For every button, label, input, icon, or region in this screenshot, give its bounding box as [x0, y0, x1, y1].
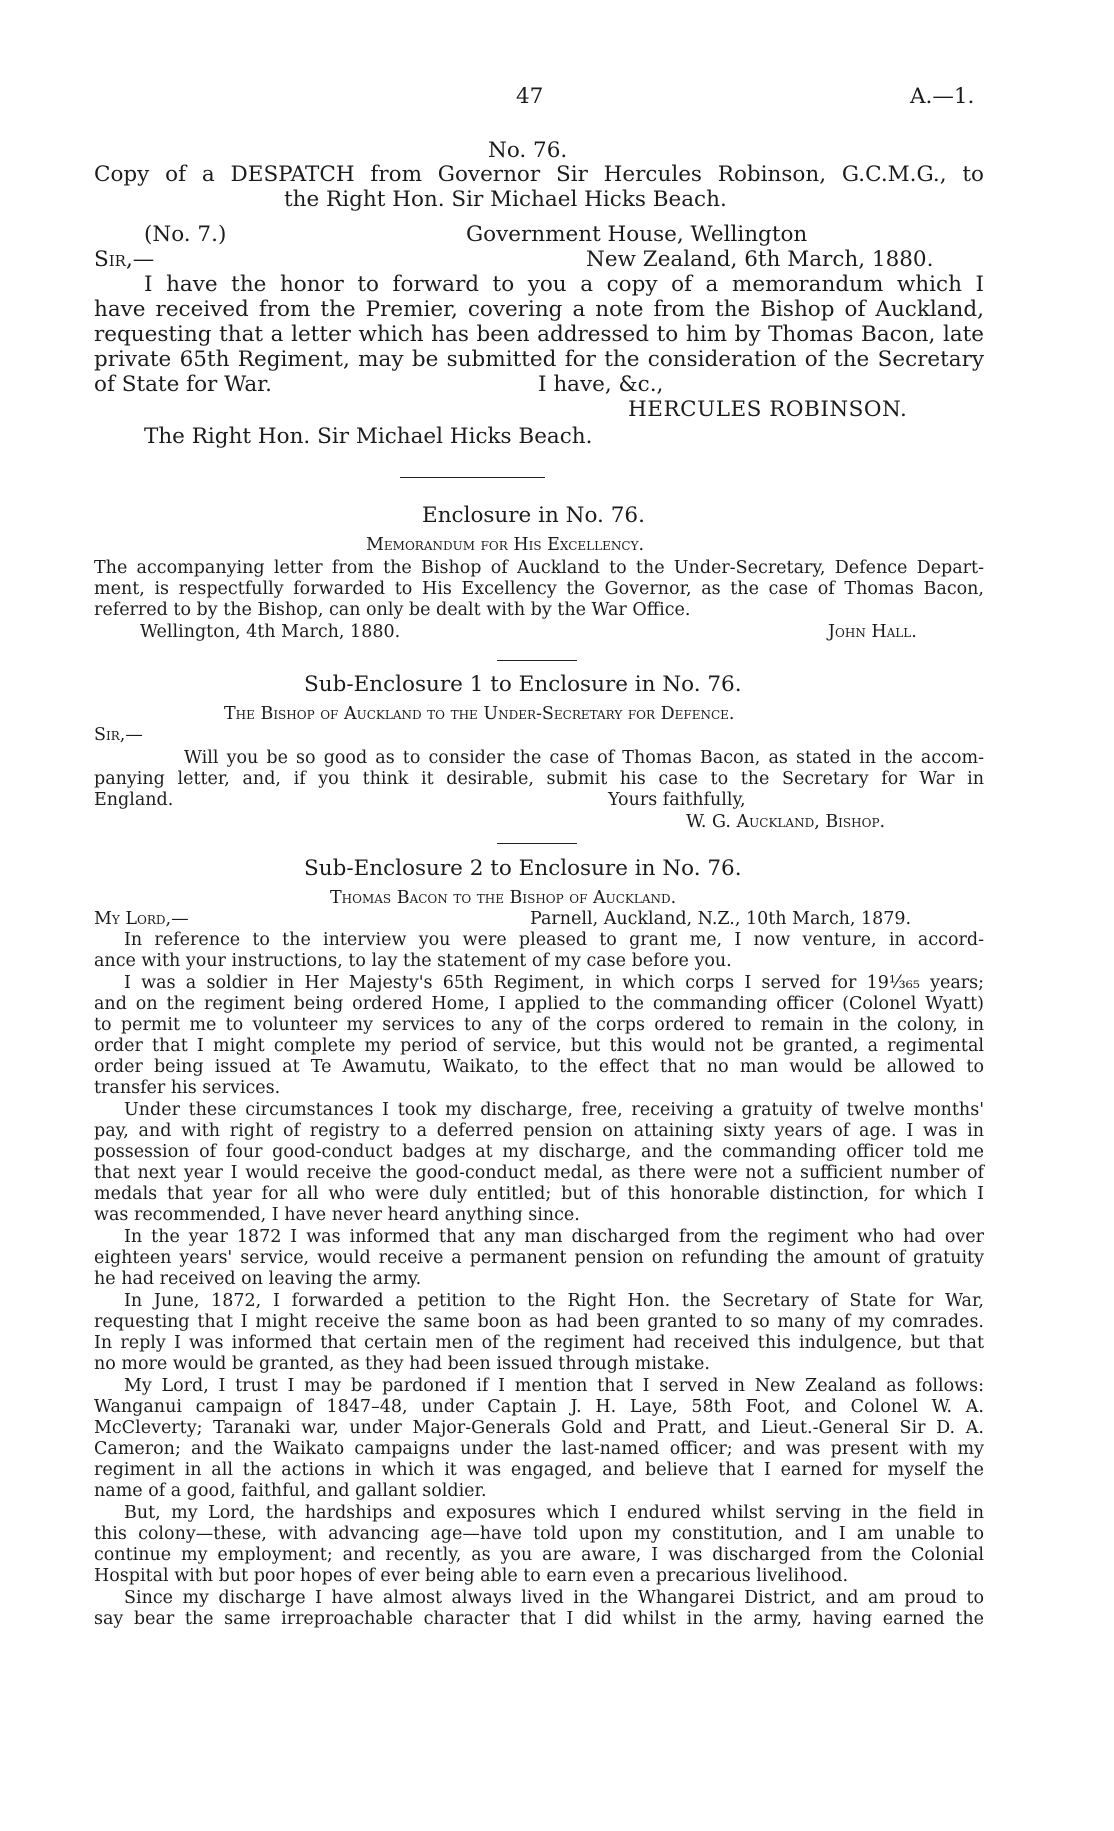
sub2-paragraph-line: this colony—these, with advancing age—have told upon my constitution, and I am unable to	[94, 1524, 984, 1544]
sub2-paragraph-line: Since my discharge I have almost always lived in the Whangarei District, and am proud to	[124, 1588, 984, 1608]
despatch-body-line: I have the honor to forward to you a copy of a memorandum which I	[144, 272, 984, 297]
sub2-paragraph-line: pay, and with right of registry to a deferred pension on attaining sixty years of age. I was in	[94, 1121, 984, 1141]
sub1-signature: W. G. Auckland, Bishop.	[686, 812, 886, 832]
sub2-paragraph-line: My Lord, I trust I may be pardoned if I mention that I served in New Zealand as follows:	[124, 1376, 984, 1396]
enclosure-line: The accompanying letter from the Bishop of Auckland to the Under-Secretary, Defence Depart-	[94, 558, 984, 578]
sub2-paragraph-line: to permit me to volunteer my services to any of the corps ordered to remain in the colony, in	[94, 1015, 984, 1035]
sub2-paragraph-line: medals that year for all who were duly entitled; but of this honorable distinction, for which I	[94, 1184, 984, 1204]
sub2-paragraph-line: possession of four good-conduct badges at my discharge, and the commanding officer told me	[94, 1142, 984, 1162]
sub1-subheading: The Bishop of Auckland to the Under-Secretary for Defence.	[224, 704, 735, 724]
sub2-paragraph-line: McCleverty; Taranaki war, under Major-Generals Gold and Pratt, and Lieut.-General Sir D. A.	[94, 1418, 984, 1438]
sub2-paragraph-line: order that I might complete my period of service, but this would not be granted, a regimental	[94, 1036, 984, 1056]
document-code: A.—1.	[910, 84, 975, 109]
despatch-title-line1: Copy of a DESPATCH from Governor Sir Hercules Robinson, G.C.M.G., to	[94, 162, 984, 187]
sub2-paragraph-line: no more would be granted, as they had been issued through mistake.	[94, 1354, 710, 1374]
sub2-paragraph-line: In reply I was informed that certain men of the regiment had received this indulgence, but that	[94, 1333, 984, 1353]
sub2-paragraph-line: say bear the same irreproachable character that I did whilst in the army, having earned the	[94, 1609, 984, 1629]
sub1-line: panying letter, and, if you think it desirable, submit his case to the Secretary for War in	[94, 769, 984, 789]
sub2-paragraph-line: name of a good, faithful, and gallant soldier.	[94, 1481, 487, 1501]
enclosure-heading: Enclosure in No. 76.	[422, 503, 645, 528]
sub2-paragraph-line: order being issued at Te Awamutu, Waikato, to the effect that no man would be allowed to	[94, 1057, 984, 1077]
sub2-subheading: Thomas Bacon to the Bishop of Auckland.	[330, 888, 677, 908]
sub2-paragraph-line: Cameron; and the Waikato campaigns under the last-named officer; and was present with my	[94, 1439, 984, 1459]
sub2-paragraph-line: In June, 1872, I forwarded a petition to the Right Hon. the Secretary of State for War,	[124, 1291, 984, 1311]
sub1-closing: Yours faithfully,	[608, 790, 746, 810]
enclosure-line: ment, is respectfully forwarded to His Excellency the Governor, as the case of Thomas Bacon,	[94, 579, 984, 599]
section-divider	[497, 843, 577, 844]
despatch-body-line: private 65th Regiment, may be submitted for the consideration of the Secretary	[94, 347, 984, 372]
sub2-paragraph-line: ance with your instructions, to lay the statement of my case before you.	[94, 951, 732, 971]
section-divider	[400, 477, 545, 478]
enclosure-subheading: Memorandum for His Excellency.	[366, 535, 645, 555]
despatch-salutation: Sir,—	[94, 247, 155, 272]
despatch-reference: (No. 7.)	[144, 222, 227, 247]
despatch-number: No. 76.	[488, 138, 568, 163]
enclosure-place-date: Wellington, 4th March, 1880.	[140, 622, 401, 642]
sub2-heading: Sub-Enclosure 2 to Enclosure in No. 76.	[304, 856, 742, 881]
despatch-title-line2: the Right Hon. Sir Michael Hicks Beach.	[284, 187, 727, 212]
page-number: 47	[516, 84, 544, 109]
sub2-paragraph-line: transfer his services.	[94, 1078, 281, 1098]
sub2-salutation: My Lord,—	[94, 909, 189, 929]
sub2-place-date: Parnell, Auckland, N.Z., 10th March, 1879.	[530, 909, 912, 929]
sub2-paragraph-line: regiment in all the actions in which it was engaged, and believe that I earned for myself the	[94, 1460, 984, 1480]
sub1-salutation: Sir,—	[94, 725, 143, 745]
despatch-body-line: have received from the Premier, covering a note from the Bishop of Auckland,	[94, 297, 984, 322]
sub2-paragraph-line: was recommended, I have never heard anything since.	[94, 1205, 580, 1225]
sub2-paragraph-line: I was a soldier in Her Majesty's 65th Regiment, in which corps I served for 19¹⁄₃₆₅ years;	[124, 973, 984, 993]
sub2-paragraph-line: But, my Lord, the hardships and exposures which I endured whilst serving in the field in	[124, 1503, 984, 1523]
despatch-place: Government House, Wellington	[466, 222, 808, 247]
sub2-paragraph-line: Under these circumstances I took my discharge, free, receiving a gratuity of twelve months'	[124, 1100, 984, 1120]
sub2-paragraph-line: eighteen years' service, would receive a permanent pension on refunding the amount of gratuity	[94, 1248, 984, 1268]
sub1-heading: Sub-Enclosure 1 to Enclosure in No. 76.	[304, 672, 742, 697]
section-divider	[497, 660, 577, 661]
despatch-date: New Zealand, 6th March, 1880.	[586, 247, 934, 272]
sub2-paragraph-line: In reference to the interview you were pleased to grant me, I now venture, in accord-	[124, 930, 984, 950]
sub2-paragraph-line: continue my employment; and recently, as you are aware, I was discharged from the Colonial	[94, 1545, 984, 1565]
sub1-line: England.	[94, 790, 174, 810]
sub2-paragraph-line: In the year 1872 I was informed that any man discharged from the regiment who had over	[124, 1227, 984, 1247]
despatch-body-line: requesting that a letter which has been addressed to him by Thomas Bacon, late	[94, 322, 984, 347]
enclosure-signature: John Hall.	[828, 622, 917, 642]
sub2-paragraph-line: requesting that I might receive the same boon as had been granted to so many of my comrades.	[94, 1312, 984, 1332]
sub2-paragraph-line: he had received on leaving the army.	[94, 1269, 422, 1289]
despatch-signature: HERCULES ROBINSON.	[628, 397, 908, 422]
sub2-paragraph-line: that next year I would receive the good-conduct medal, as there were not a sufficient number of	[94, 1163, 984, 1183]
enclosure-line: referred to by the Bishop, can only be dealt with by the War Office.	[94, 600, 691, 620]
despatch-body-line: of State for War.	[94, 372, 272, 397]
despatch-closing: I have, &c.,	[538, 372, 664, 397]
sub1-line: Will you be so good as to consider the case of Thomas Bacon, as stated in the accom-	[184, 748, 984, 768]
sub2-paragraph-line: Wanganui campaign of 1847–48, under Captain J. H. Laye, 58th Foot, and Colonel W. A.	[94, 1397, 984, 1417]
despatch-addressee: The Right Hon. Sir Michael Hicks Beach.	[144, 424, 593, 449]
sub2-paragraph-line: Hospital with but poor hopes of ever being able to earn even a precarious livelihood.	[94, 1566, 849, 1586]
sub2-paragraph-line: and on the regiment being ordered Home, I applied to the commanding officer (Colonel Wyatt)	[94, 994, 984, 1014]
